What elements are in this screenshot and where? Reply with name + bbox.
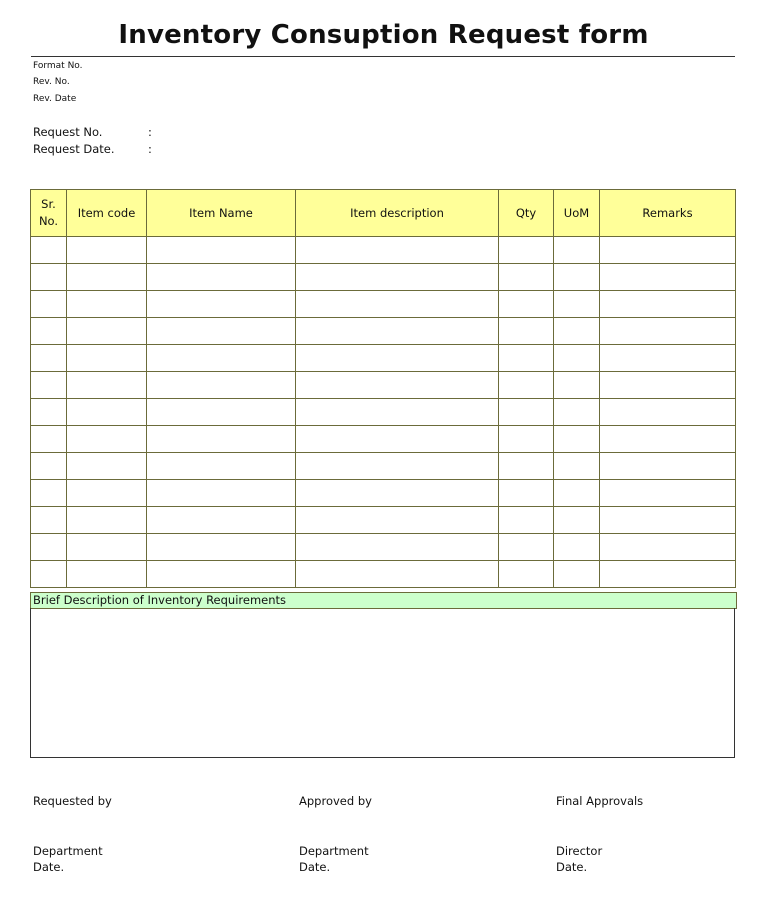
request-no-label: Request No.	[33, 125, 103, 139]
inventory-items-table	[30, 189, 736, 588]
table-cell[interactable]	[600, 345, 736, 372]
table-cell[interactable]	[554, 237, 600, 264]
table-cell[interactable]	[147, 561, 296, 588]
header-qty: Qty	[499, 190, 554, 237]
rev-date-label: Rev. Date	[33, 94, 77, 104]
request-date-label: Request Date.	[33, 142, 115, 156]
table-cell[interactable]	[67, 507, 147, 534]
table-cell[interactable]	[600, 480, 736, 507]
table-cell[interactable]	[67, 264, 147, 291]
table-cell[interactable]	[31, 345, 67, 372]
table-cell[interactable]	[31, 291, 67, 318]
table-cell[interactable]	[147, 507, 296, 534]
approved-department-label: Department	[299, 844, 369, 858]
brief-description-area[interactable]	[30, 608, 735, 758]
brief-description-label: Brief Description of Inventory Requirements	[30, 592, 737, 609]
header-remarks: Remarks	[600, 190, 736, 237]
table-cell[interactable]	[554, 291, 600, 318]
table-cell[interactable]	[147, 426, 296, 453]
table-cell[interactable]	[499, 453, 554, 480]
table-cell[interactable]	[499, 507, 554, 534]
requested-department-label: Department	[33, 844, 103, 858]
table-cell[interactable]	[600, 399, 736, 426]
table-row	[31, 291, 736, 318]
table-cell[interactable]	[499, 291, 554, 318]
table-cell[interactable]	[296, 561, 499, 588]
table-cell[interactable]	[296, 264, 499, 291]
table-cell[interactable]	[554, 507, 600, 534]
table-cell[interactable]	[67, 372, 147, 399]
table-cell[interactable]	[296, 426, 499, 453]
page-title: Inventory Consuption Request form	[118, 20, 649, 50]
table-cell[interactable]	[554, 426, 600, 453]
table-cell[interactable]	[600, 561, 736, 588]
table-cell[interactable]	[554, 453, 600, 480]
header-uom: UoM	[554, 190, 600, 237]
table-cell[interactable]	[31, 426, 67, 453]
table-cell[interactable]	[31, 534, 67, 561]
table-cell[interactable]	[554, 372, 600, 399]
format-no-label: Format No.	[33, 61, 83, 71]
table-cell[interactable]	[554, 345, 600, 372]
table-body	[31, 237, 736, 588]
table-row	[31, 345, 736, 372]
table-cell[interactable]	[296, 237, 499, 264]
table-cell[interactable]	[554, 318, 600, 345]
table-cell[interactable]	[296, 534, 499, 561]
table-cell[interactable]	[499, 264, 554, 291]
requested-department-block	[33, 843, 103, 875]
table-cell[interactable]	[147, 453, 296, 480]
requested-by-label: Requested by	[33, 794, 112, 808]
table-cell[interactable]	[31, 399, 67, 426]
table-cell[interactable]	[296, 345, 499, 372]
table-cell[interactable]	[499, 480, 554, 507]
table-cell[interactable]	[296, 291, 499, 318]
table-cell[interactable]	[147, 399, 296, 426]
table-cell[interactable]	[499, 318, 554, 345]
table-row	[31, 399, 736, 426]
table-cell[interactable]	[600, 507, 736, 534]
title-divider	[31, 56, 735, 57]
table-cell[interactable]	[67, 399, 147, 426]
header-sr-line2: No.	[38, 214, 59, 228]
table-row	[31, 534, 736, 561]
approved-date-label: Date.	[299, 860, 331, 874]
table-cell[interactable]	[554, 480, 600, 507]
request-no-row	[33, 125, 152, 139]
table-row	[31, 372, 736, 399]
table-cell[interactable]	[600, 534, 736, 561]
final-director-block	[556, 843, 602, 875]
table-cell[interactable]	[600, 426, 736, 453]
table-cell[interactable]	[296, 453, 499, 480]
header-item-code: Item code	[67, 190, 147, 237]
requested-date-label: Date.	[33, 860, 65, 874]
table-cell[interactable]	[554, 534, 600, 561]
table-cell[interactable]	[67, 534, 147, 561]
approved-by-label: Approved by	[299, 794, 372, 808]
table-cell[interactable]	[600, 372, 736, 399]
table-cell[interactable]	[296, 399, 499, 426]
table-cell[interactable]	[600, 237, 736, 264]
request-date-row	[33, 142, 152, 156]
table-cell[interactable]	[67, 291, 147, 318]
final-director-label: Director	[556, 844, 603, 858]
table-header-row	[31, 190, 736, 237]
table-cell[interactable]	[31, 237, 67, 264]
table-cell[interactable]	[67, 426, 147, 453]
table-cell[interactable]	[499, 345, 554, 372]
table-cell[interactable]	[600, 453, 736, 480]
table-cell[interactable]	[31, 372, 67, 399]
header-item-name: Item Name	[147, 190, 296, 237]
table-cell[interactable]	[67, 561, 147, 588]
table-cell[interactable]	[147, 291, 296, 318]
table-row	[31, 561, 736, 588]
table-cell[interactable]	[147, 345, 296, 372]
table-cell[interactable]	[600, 318, 736, 345]
table-cell[interactable]	[554, 561, 600, 588]
table-cell[interactable]	[67, 318, 147, 345]
table-cell[interactable]	[554, 399, 600, 426]
table-row	[31, 453, 736, 480]
table-row	[31, 507, 736, 534]
table-cell[interactable]	[499, 561, 554, 588]
table-row	[31, 237, 736, 264]
table-cell[interactable]	[147, 237, 296, 264]
request-date-colon: :	[148, 142, 152, 156]
table-cell[interactable]	[147, 372, 296, 399]
table-cell[interactable]	[67, 453, 147, 480]
final-approvals-label: Final Approvals	[556, 794, 644, 808]
table-cell[interactable]	[67, 345, 147, 372]
table-cell[interactable]	[499, 534, 554, 561]
table-cell[interactable]	[147, 480, 296, 507]
table-cell[interactable]	[499, 426, 554, 453]
table-cell[interactable]	[31, 264, 67, 291]
table-cell[interactable]	[67, 480, 147, 507]
header-sr-no	[31, 190, 67, 237]
table-cell[interactable]	[31, 480, 67, 507]
table-cell[interactable]	[31, 318, 67, 345]
table-row	[31, 318, 736, 345]
table-cell[interactable]	[600, 291, 736, 318]
table-cell[interactable]	[31, 507, 67, 534]
table-cell[interactable]	[600, 264, 736, 291]
table-cell[interactable]	[296, 480, 499, 507]
table-cell[interactable]	[499, 399, 554, 426]
table-cell[interactable]	[147, 264, 296, 291]
table-cell[interactable]	[296, 318, 499, 345]
request-no-colon: :	[148, 125, 152, 139]
table-cell[interactable]	[31, 453, 67, 480]
table-row	[31, 480, 736, 507]
approved-department-block	[299, 843, 369, 875]
table-cell[interactable]	[499, 237, 554, 264]
table-cell[interactable]	[554, 264, 600, 291]
table-row	[31, 264, 736, 291]
table-cell[interactable]	[296, 507, 499, 534]
table-cell[interactable]	[296, 372, 499, 399]
table-cell[interactable]	[31, 561, 67, 588]
final-date-label: Date.	[556, 860, 588, 874]
table-cell[interactable]	[67, 237, 147, 264]
header-item-description: Item description	[296, 190, 499, 237]
table-cell[interactable]	[147, 534, 296, 561]
table-cell[interactable]	[499, 372, 554, 399]
table-row	[31, 426, 736, 453]
table-cell[interactable]	[147, 318, 296, 345]
header-sr-line1: Sr.	[41, 197, 56, 211]
rev-no-label: Rev. No.	[33, 77, 70, 87]
